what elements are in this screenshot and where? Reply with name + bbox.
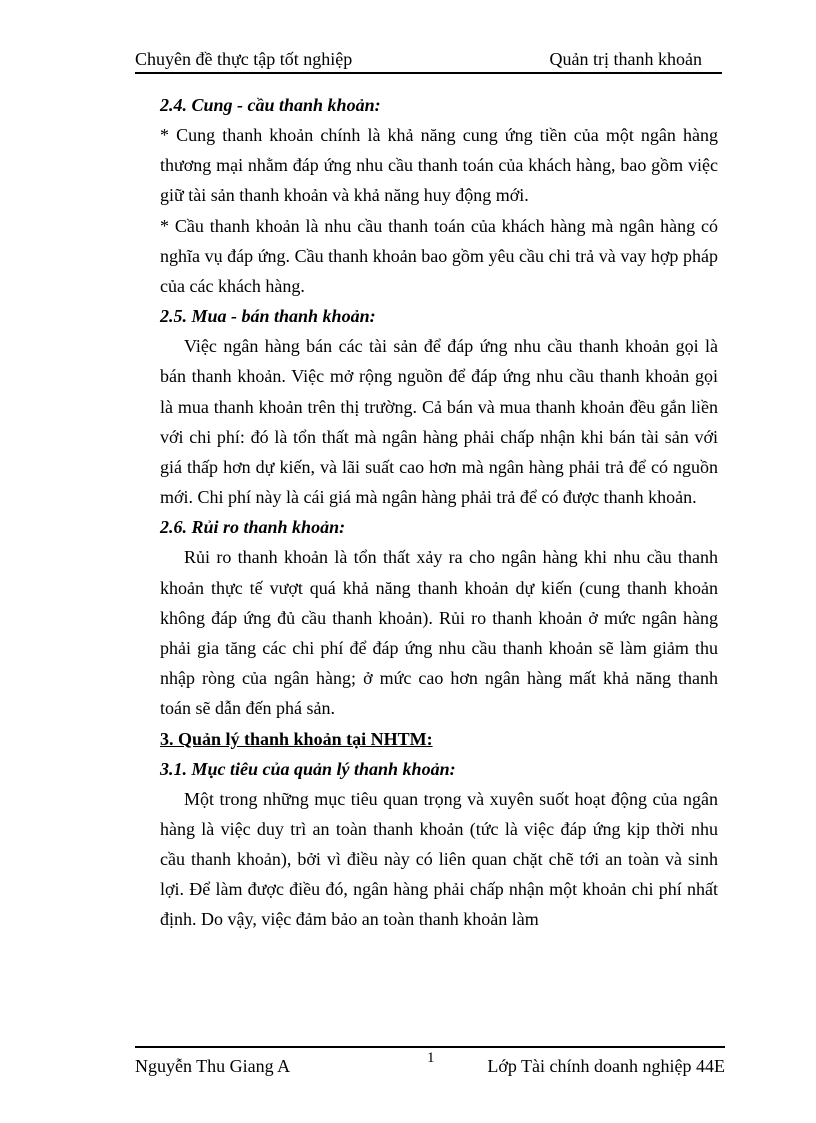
section-heading-2-4: 2.4. Cung - cầu thanh khoản:: [160, 95, 381, 115]
paragraph-buy-sell-liquidity: Việc ngân hàng bán các tài sản để đáp ứng nhu cầu thanh khoản gọi là bán thanh khoản. Việc mở rộng nguồn để đáp ứng nhu cầu thanh khoản gọi là mua thanh khoản trên thị trường. Cả bán và mua thanh khoản đều gắn liền với chi phí: đó là tổn thất mà ngân hàng phải chấp nhận khi bán tài sản với giá thấp hơn dự kiến, và lãi suất cao hơn mà ngân hàng phải trả để có nguồn mới. Chi phí này là cái giá mà ngân hàng phải trả để có được thanh khoản.: [160, 336, 718, 508]
paragraph-demand-liquidity: * Cầu thanh khoản là nhu cầu thanh toán của khách hàng mà ngân hàng có nghĩa vụ đáp ứng. Cầu thanh khoản bao gồm yêu cầu chi trả và vay hợp pháp của các khách hàng.: [160, 215, 718, 297]
footer-divider: [135, 1046, 725, 1048]
section-heading-3-1: 3.1. Mục tiêu của quản lý thanh khoản:: [160, 758, 456, 779]
paragraph-management-objective: Một trong những mục tiêu quan trọng và xuyên suốt hoạt động của ngân hàng là việc duy trì an toàn thanh khoản (tức là việc đáp ứng kịp thời nhu cầu thanh khoản), bởi vì điều này có liên quan chặt chẽ tới an toàn và sinh lợi. Để làm được điều đó, ngân hàng phải chấp nhận một khoản chi phí nhất định. Do vậy, việc đảm bảo an toàn thanh khoản làm: [160, 788, 718, 930]
header-topic: Quản trị thanh khoản: [549, 49, 702, 69]
document-body: [160, 90, 718, 935]
section-heading-3: 3. Quản lý thanh khoản tại NHTM:: [160, 728, 433, 749]
footer-class: Lớp Tài chính doanh nghiệp 44E: [487, 1056, 725, 1076]
paragraph-liquidity-risk: Rủi ro thanh khoản là tổn thất xảy ra cho ngân hàng khi nhu cầu thanh khoản thực tế vượt quá khả năng thanh khoản dự kiến (cung thanh khoản không đáp ứng đủ cầu thanh khoản). Rủi ro thanh khoản ở mức ngân hàng phải gia tăng các chi phí để đáp ứng nhu cầu thanh khoản sẽ làm giảm thu nhập ròng của ngân hàng; ở mức cao hơn ngân hàng mất khả năng thanh toán sẽ dẫn đến phá sản.: [160, 547, 718, 719]
page-footer: [135, 1046, 725, 1086]
footer-author: Nguyễn Thu Giang A: [135, 1056, 291, 1076]
page-number: 1: [427, 1050, 435, 1066]
header-divider: [135, 72, 722, 74]
section-heading-2-5: 2.5. Mua - bán thanh khoản:: [160, 306, 376, 327]
page-header: [135, 46, 722, 74]
header-document-type: Chuyên đề thực tập tốt nghiệp: [135, 49, 353, 69]
paragraph-supply-liquidity: * Cung thanh khoản chính là khả năng cung ứng tiền của một ngân hàng thương mại nhằm đáp ứng nhu cầu thanh toán của khách hàng, bao gồm việc giữ tài sản thanh khoản và khả năng huy động mới.: [160, 125, 718, 206]
section-heading-2-6: 2.6. Rủi ro thanh khoản:: [160, 517, 346, 538]
